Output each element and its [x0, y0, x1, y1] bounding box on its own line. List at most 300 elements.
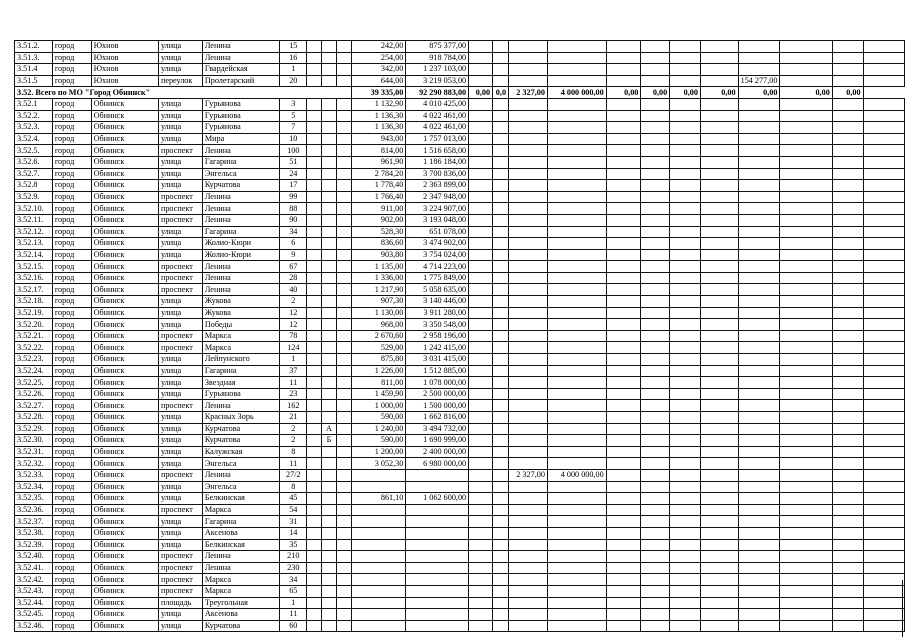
cell: 40: [280, 284, 307, 296]
cell: 644,00: [351, 75, 406, 87]
cell: город: [52, 203, 91, 215]
cell: [336, 435, 351, 447]
cell: 3.52.10.: [15, 203, 53, 215]
cell: город: [52, 574, 91, 586]
cell: 3.52.24.: [15, 365, 53, 377]
cell: [863, 214, 904, 226]
cell: [606, 493, 641, 505]
cell: Обнинск: [91, 261, 158, 273]
cell: Гагарина: [202, 365, 280, 377]
cell: [493, 330, 509, 342]
cell: [670, 41, 701, 53]
cell: [670, 180, 701, 192]
cell: 11: [280, 458, 307, 470]
cell: [738, 296, 780, 308]
cell: 2: [280, 435, 307, 447]
cell: [322, 98, 337, 110]
table-row: [15, 354, 905, 366]
cell: [509, 400, 548, 412]
cell: проспект: [158, 214, 202, 226]
cell: [780, 145, 832, 157]
cell: 3.52.37.: [15, 516, 53, 528]
cell: [336, 98, 351, 110]
cell: [307, 64, 322, 76]
cell: [336, 585, 351, 597]
cell: улица: [158, 110, 202, 122]
cell: Калужская: [202, 446, 280, 458]
cell: [509, 446, 548, 458]
cell: город: [52, 365, 91, 377]
cell: 3.52.21.: [15, 330, 53, 342]
total-value: 2 327,00: [509, 87, 548, 99]
cell: город: [52, 110, 91, 122]
table-row: [15, 133, 905, 145]
cell: [606, 597, 641, 609]
cell: [322, 261, 337, 273]
cell: 23: [280, 388, 307, 400]
cell: 3 193 048,00: [406, 214, 469, 226]
cell: 10: [280, 133, 307, 145]
cell: [307, 203, 322, 215]
cell: [509, 214, 548, 226]
cell: Гвардейская: [202, 64, 280, 76]
cell: [547, 191, 606, 203]
cell: [780, 203, 832, 215]
cell: [509, 272, 548, 284]
cell: 35: [280, 539, 307, 551]
cell: [469, 238, 493, 250]
cell: проспект: [158, 203, 202, 215]
cell: [700, 435, 738, 447]
cell: [832, 133, 863, 145]
cell: Обнинск: [91, 203, 158, 215]
table-row: [15, 446, 905, 458]
cell: 968,00: [351, 319, 406, 331]
cell: 1 662 816,00: [406, 412, 469, 424]
cell: [832, 435, 863, 447]
cell: [469, 272, 493, 284]
table-row: [15, 388, 905, 400]
cell: Обнинск: [91, 110, 158, 122]
cell: [832, 168, 863, 180]
cell: город: [52, 516, 91, 528]
cell: [832, 52, 863, 64]
cell: 1 135,00: [351, 261, 406, 273]
cell: [307, 75, 322, 87]
cell: [493, 388, 509, 400]
cell: город: [52, 458, 91, 470]
cell: [307, 574, 322, 586]
cell: [307, 585, 322, 597]
cell: 528,30: [351, 226, 406, 238]
cell: [493, 354, 509, 366]
cell: [738, 284, 780, 296]
cell: [863, 504, 904, 516]
cell: 1 757 013,00: [406, 133, 469, 145]
cell: Обнинск: [91, 122, 158, 134]
cell: город: [52, 64, 91, 76]
cell: [700, 296, 738, 308]
cell: город: [52, 446, 91, 458]
cell: [641, 481, 670, 493]
cell: 16: [280, 52, 307, 64]
cell: [780, 261, 832, 273]
cell: 2 363 899,00: [406, 180, 469, 192]
cell: [738, 435, 780, 447]
cell: [606, 504, 641, 516]
cell: [780, 64, 832, 76]
cell: [336, 493, 351, 505]
cell: [863, 238, 904, 250]
cell: [700, 330, 738, 342]
cell: город: [52, 400, 91, 412]
cell: [469, 110, 493, 122]
cell: 5: [280, 110, 307, 122]
table-row: [15, 504, 905, 516]
cell: [509, 516, 548, 528]
cell: [670, 203, 701, 215]
table-row: [15, 98, 905, 110]
cell: [469, 609, 493, 621]
cell: 3.51.2.: [15, 41, 53, 53]
cell: [641, 469, 670, 481]
table-row: [15, 249, 905, 261]
cell: 17: [280, 180, 307, 192]
cell: 3.52.22.: [15, 342, 53, 354]
cell: 3.52.42.: [15, 574, 53, 586]
cell: 3.52.4.: [15, 133, 53, 145]
cell: [322, 458, 337, 470]
cell: 3.52.41.: [15, 562, 53, 574]
cell: [738, 122, 780, 134]
cell: [493, 446, 509, 458]
table-row: [15, 226, 905, 238]
cell: [738, 64, 780, 76]
cell: 8: [280, 481, 307, 493]
cell: проспект: [158, 574, 202, 586]
table-row: [15, 180, 905, 192]
cell: Обнинск: [91, 585, 158, 597]
cell: [336, 319, 351, 331]
cell: [322, 620, 337, 632]
cell: Ленина: [202, 214, 280, 226]
cell: [336, 469, 351, 481]
cell: [307, 284, 322, 296]
cell: Жолио-Кюри: [202, 238, 280, 250]
cell: [606, 319, 641, 331]
cell: [780, 191, 832, 203]
cell: 3.52.12.: [15, 226, 53, 238]
cell: [547, 620, 606, 632]
cell: [307, 214, 322, 226]
cell: [606, 330, 641, 342]
cell: 2 347 948,00: [406, 191, 469, 203]
cell: [670, 238, 701, 250]
cell: [641, 365, 670, 377]
cell: 2 400 000,00: [406, 446, 469, 458]
cell: [493, 122, 509, 134]
cell: город: [52, 191, 91, 203]
cell: [606, 64, 641, 76]
cell: Обнинск: [91, 481, 158, 493]
cell: [670, 133, 701, 145]
cell: [863, 469, 904, 481]
cell: Треугольная: [202, 597, 280, 609]
cell: 3.52.32.: [15, 458, 53, 470]
cell: [509, 307, 548, 319]
cell: [863, 551, 904, 563]
cell: [509, 493, 548, 505]
cell: [670, 272, 701, 284]
cell: [700, 365, 738, 377]
cell: Обнинск: [91, 284, 158, 296]
cell: [547, 412, 606, 424]
cell: [322, 168, 337, 180]
cell: город: [52, 435, 91, 447]
cell: [700, 52, 738, 64]
cell: [547, 330, 606, 342]
cell: Гагарина: [202, 156, 280, 168]
total-row: [15, 87, 905, 99]
cell: Б: [322, 435, 337, 447]
cell: 3 224 907,00: [406, 203, 469, 215]
cell: [307, 52, 322, 64]
cell: [606, 365, 641, 377]
cell: [641, 377, 670, 389]
cell: Курчатова: [202, 180, 280, 192]
cell: город: [52, 527, 91, 539]
cell: [670, 539, 701, 551]
cell: [641, 272, 670, 284]
cell: [509, 412, 548, 424]
cell: улица: [158, 516, 202, 528]
cell: [832, 539, 863, 551]
cell: [509, 145, 548, 157]
table-row: [15, 156, 905, 168]
table-row: [15, 527, 905, 539]
cell: проспект: [158, 585, 202, 597]
cell: [606, 620, 641, 632]
cell: [780, 400, 832, 412]
cell: 3.52.34.: [15, 481, 53, 493]
cell: [738, 481, 780, 493]
cell: [469, 551, 493, 563]
cell: 3 494 732,00: [406, 423, 469, 435]
cell: 54: [280, 504, 307, 516]
cell: [351, 516, 406, 528]
cell: [322, 585, 337, 597]
cell: Обнинск: [91, 539, 158, 551]
cell: [469, 180, 493, 192]
table-row: [15, 145, 905, 157]
cell: [700, 562, 738, 574]
cell: [863, 493, 904, 505]
cell: улица: [158, 98, 202, 110]
cell: [307, 481, 322, 493]
cell: 124: [280, 342, 307, 354]
cell: [509, 620, 548, 632]
cell: Обнинск: [91, 562, 158, 574]
cell: [700, 481, 738, 493]
cell: [832, 597, 863, 609]
cell: [307, 238, 322, 250]
cell: улица: [158, 180, 202, 192]
cell: город: [52, 52, 91, 64]
cell: [863, 180, 904, 192]
cell: [307, 400, 322, 412]
cell: [547, 609, 606, 621]
cell: [493, 168, 509, 180]
cell: [863, 156, 904, 168]
cell: [641, 597, 670, 609]
cell: [700, 203, 738, 215]
table-row: [15, 562, 905, 574]
cell: [641, 539, 670, 551]
cell: [351, 481, 406, 493]
cell: Обнинск: [91, 504, 158, 516]
cell: [493, 156, 509, 168]
cell: Энгельса: [202, 168, 280, 180]
table-row: [15, 110, 905, 122]
cell: 3.52.26.: [15, 388, 53, 400]
cell: 88: [280, 203, 307, 215]
cell: Аксенова: [202, 527, 280, 539]
cell: [780, 296, 832, 308]
cell: [336, 458, 351, 470]
cell: переулок: [158, 75, 202, 87]
cell: Красных Зорь: [202, 412, 280, 424]
cell: [780, 319, 832, 331]
cell: [322, 527, 337, 539]
cell: [738, 307, 780, 319]
cell: [863, 64, 904, 76]
cell: [738, 98, 780, 110]
cell: [336, 330, 351, 342]
cell: [509, 203, 548, 215]
cell: [606, 75, 641, 87]
cell: [469, 122, 493, 134]
cell: [351, 469, 406, 481]
cell: [469, 342, 493, 354]
cell: улица: [158, 458, 202, 470]
cell: [606, 539, 641, 551]
cell: [351, 551, 406, 563]
cell: [863, 145, 904, 157]
total-value: 0,00: [469, 87, 493, 99]
cell: [547, 180, 606, 192]
cell: [700, 249, 738, 261]
cell: 3 350 548,00: [406, 319, 469, 331]
cell: [738, 354, 780, 366]
cell: [469, 516, 493, 528]
cell: [738, 446, 780, 458]
cell: [832, 180, 863, 192]
cell: [670, 435, 701, 447]
cell: [509, 75, 548, 87]
cell: [509, 168, 548, 180]
cell: [547, 238, 606, 250]
cell: [509, 365, 548, 377]
cell: [832, 272, 863, 284]
cell: 3.52.29.: [15, 423, 53, 435]
cell: [509, 249, 548, 261]
cell: [700, 122, 738, 134]
cell: площадь: [158, 597, 202, 609]
cell: [351, 562, 406, 574]
cell: [406, 551, 469, 563]
cell: город: [52, 214, 91, 226]
cell: [670, 354, 701, 366]
cell: [670, 481, 701, 493]
cell: [780, 412, 832, 424]
cell: [670, 574, 701, 586]
cell: [738, 585, 780, 597]
cell: проспект: [158, 504, 202, 516]
cell: [606, 469, 641, 481]
cell: [493, 365, 509, 377]
cell: город: [52, 388, 91, 400]
cell: [322, 180, 337, 192]
cell: [832, 261, 863, 273]
cell: [509, 261, 548, 273]
cell: Обнинск: [91, 469, 158, 481]
cell: [832, 249, 863, 261]
cell: [322, 284, 337, 296]
cell: [469, 296, 493, 308]
cell: [493, 551, 509, 563]
cell: Ленина: [202, 562, 280, 574]
cell: [641, 435, 670, 447]
cell: 162: [280, 400, 307, 412]
cell: Обнинск: [91, 191, 158, 203]
cell: [780, 597, 832, 609]
cell: Победы: [202, 319, 280, 331]
cell: [547, 562, 606, 574]
cell: город: [52, 423, 91, 435]
cell: город: [52, 377, 91, 389]
cell: [700, 64, 738, 76]
cell: [863, 365, 904, 377]
cell: Обнинск: [91, 609, 158, 621]
cell: 154 277,00: [738, 75, 780, 87]
cell: [322, 122, 337, 134]
cell: 6 980 000,00: [406, 458, 469, 470]
cell: [493, 41, 509, 53]
table-row: [15, 435, 905, 447]
cell: [547, 446, 606, 458]
cell: [863, 133, 904, 145]
cell: [493, 609, 509, 621]
cell: Жукова: [202, 307, 280, 319]
cell: [493, 527, 509, 539]
cell: 4 000 000,00: [547, 469, 606, 481]
cell: [322, 226, 337, 238]
cell: [606, 458, 641, 470]
table-row: [15, 272, 905, 284]
cell: [863, 41, 904, 53]
cell: [832, 330, 863, 342]
cell: [307, 296, 322, 308]
cell: [406, 620, 469, 632]
cell: [336, 446, 351, 458]
cell: Обнинск: [91, 400, 158, 412]
cell: [863, 284, 904, 296]
cell: Обнинск: [91, 180, 158, 192]
cell: [322, 400, 337, 412]
cell: [700, 156, 738, 168]
cell: 3: [280, 98, 307, 110]
cell: [493, 469, 509, 481]
